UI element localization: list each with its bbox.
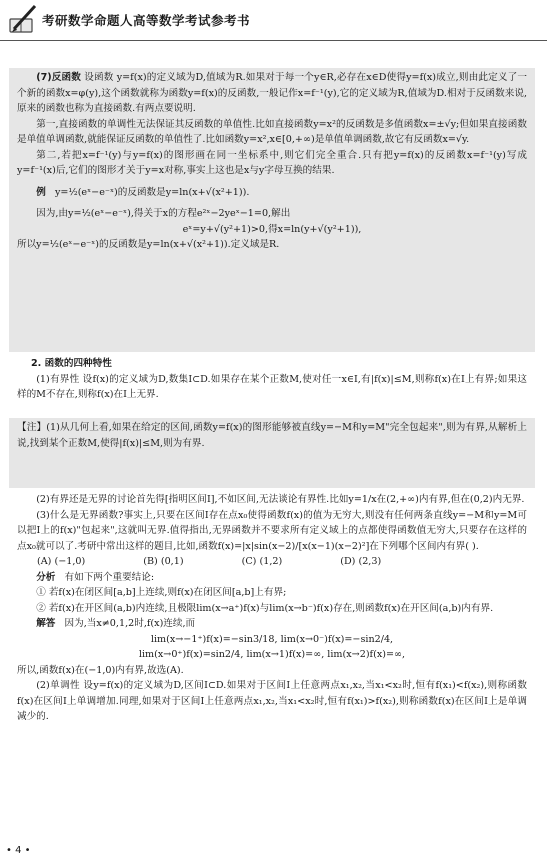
interval-paragraph: (2)有界还是无界的讨论首先得[指明区间I],不如区间,无法谈论有界性.比如y=1/x在(2,+∞)内有界,但在(0,2)内无界. — [36, 494, 525, 505]
book-title: 考研数学命题人高等数学考试参考书 — [42, 13, 251, 28]
page-header — [0, 0, 547, 41]
analysis-intro: 有如下两个重要结论: — [64, 571, 155, 583]
inverse-function-box — [9, 68, 535, 352]
section-2-start — [9, 356, 535, 403]
example-label: 例 — [36, 186, 46, 198]
unbounded-paragraph: (3)什么是无界函数?事实上,只要在区间I存在点x₀使得函数f(x)的值为无穷大,则没有任何两条直线y=−M和y=M可以把I上的f(x)"包起来",这就叫无界.值得指出,无界函数并不要求所有定义域上的点都使得函数值无穷大,只要存在这样的点x₀就可以了.考研中常出这样的题目,比如,函数f(x)=|x|sin(x−2)/[x(x−1)(x−2)²]在下列哪个区间内有界( ). — [17, 509, 527, 552]
note-text: 【注】(1)从几何上看,如果在给定的区间,函数y=f(x)的图形能够被直线y=−M和y=M"完全包起来",则为有界,从解析上说,找到某个正数M,使得|f(x)|≤M,则为有界. — [17, 422, 527, 449]
pen-book-logo-icon — [8, 3, 38, 35]
section-2-continued — [9, 492, 535, 725]
choice-d: (D) (2,3) — [340, 556, 382, 568]
limits-line-1: lim(x→−1⁺)f(x)=−sin3/18, lim(x→0⁻)f(x)=−sin2/4, — [150, 633, 394, 645]
proof-conclusion: 所以y=½(eˣ−e⁻ˣ)的反函数是y=ln(x+√(x²+1)).定义域是R. — [17, 239, 280, 251]
solution-line — [17, 616, 527, 632]
analysis-label: 分析 — [36, 571, 56, 583]
inverse-paragraph-2: 第一,直接函数的单调性无法保证其反函数的单值性.比如直接函数y=x²的反函数是多值函数x=±√y;但如果直接函数是单值单调函数,就能保证反函数的单值性了.比如函数y=x²,x∈[0,+∞)是单值单调函数,故它有反函数x=√y. — [17, 118, 527, 146]
page-number: • 4 • — [6, 845, 31, 856]
conclusion-1: ① 若f(x)在闭区间[a,b]上连续,则f(x)在闭区间[a,b]上有界; — [36, 587, 287, 599]
limits-line-2: lim(x→0⁺)f(x)=sin2/4, lim(x→1)f(x)=∞, lim(x→2)f(x)=∞, — [138, 649, 406, 661]
proof-line: 因为,由y=½(eˣ−e⁻ˣ),得关于x的方程e²ˣ−2yeˣ−1=0,解出 — [36, 208, 291, 220]
choice-a: (A) (−1,0) — [37, 556, 86, 568]
choices-row — [17, 554, 527, 570]
inverse-definition-text: 设函数 y=f(x)的定义域为D,值域为R.如果对于每一个y∈R,必存在x∈D使得y=f(x)成立,则由此定义了一个新的函数x=φ(y),这个函数就称为函数y=f(x)的反函数,一般记作x=f⁻¹(y),它的定义域为R,值域为D.相对于反函数来说,原来的函数也称为直接函数.有两点要说明. — [17, 72, 527, 115]
solution-conclusion: 所以,函数f(x)在(−1,0)内有界,故选(A). — [17, 664, 184, 676]
solution-intro: 因为,当x≠0,1,2时,f(x)连续,而 — [64, 618, 196, 630]
analysis-line — [17, 570, 527, 586]
choice-c: (C) (1,2) — [241, 556, 283, 568]
inverse-heading: (7)反函数 — [36, 72, 82, 83]
inverse-paragraph-3: 第二,若把x=f⁻¹(y)与y=f(x)的图形画在同一坐标系中,则它们完全重合.只有把y=f(x)的反函数x=f⁻¹(y)写成y=f⁻¹(x)后,它们的图形才关于y=x对称,事实上这也是x与y字母互换的结果. — [17, 149, 527, 177]
example-text: y=½(eˣ−e⁻ˣ)的反函数是y=ln(x+√(x²+1)). — [54, 186, 250, 198]
choice-b: (B) (0,1) — [143, 556, 184, 568]
monotonicity-paragraph: (2)单调性 设y=f(x)的定义域为D,区间I⊂D.如果对于区间I上任意两点x₁,x₂,当x₁<x₂时,恒有f(x₁)<f(x₂),则称函数f(x)在区间I上单调增加.同理,如果对于区间I上任意两点x₁,x₂,当x₁<x₂时,恒有f(x₁)>f(x₂),则称函数f(x)在区间I上是单调减少的. — [17, 680, 527, 723]
note-box — [9, 418, 535, 488]
inverse-paragraph-1 — [17, 70, 527, 117]
example-line — [17, 185, 527, 201]
boundedness-paragraph: (1)有界性 设f(x)的定义域为D,数集I⊂D.如果存在某个正数M,使对任一x∈I,有|f(x)|≤M,则称f(x)在I上有界;如果这样的M不存在,则称f(x)在I上无界. — [17, 373, 527, 401]
conclusion-2: ② 若f(x)在开区间(a,b)内连续,且极限lim(x→a⁺)f(x)与lim(x→b⁻)f(x)存在,则函数f(x)在开区间(a,b)内有界. — [36, 602, 494, 614]
section-heading: 2. 函数的四种特性 — [31, 358, 112, 369]
proof-formula: eˣ=y+√(y²+1)>0,得x=ln(y+√(y²+1)), — [182, 223, 362, 235]
solution-label: 解答 — [36, 618, 56, 630]
